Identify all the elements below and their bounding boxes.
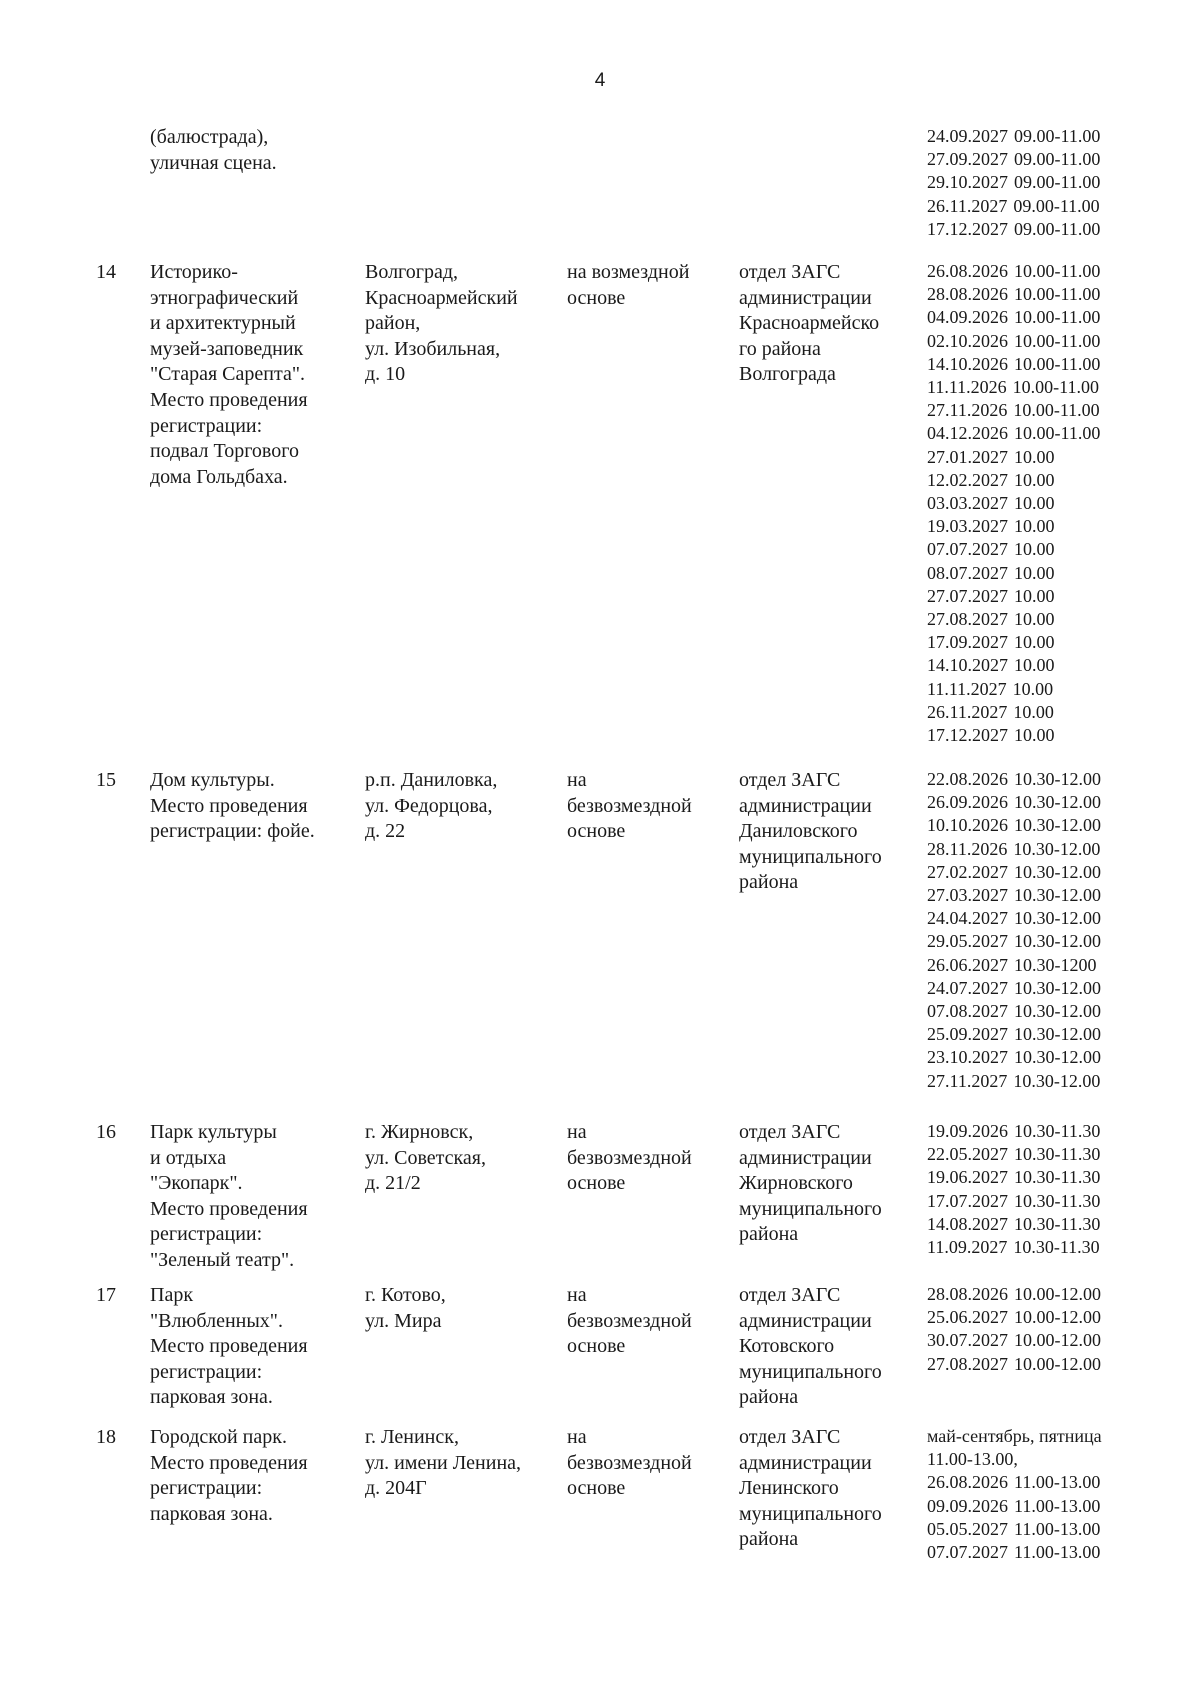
schedule-line: 02.10.2026 10.00-11.00 <box>927 330 1101 351</box>
org-line: Котовского <box>739 1335 835 1358</box>
address-line: г. Жирновск, <box>365 1121 474 1143</box>
org-line: Волгограда <box>739 363 836 386</box>
schedule-line: 27.09.2027 09.00-11.00 <box>927 149 1101 170</box>
place-line: регистрации: <box>150 414 263 437</box>
schedule-line: 30.07.2027 10.00-12.00 <box>927 1330 1101 1351</box>
address-line: ул. Мира <box>365 1309 442 1332</box>
schedule-line: 07.07.2027 11.00-13.00 <box>927 1542 1101 1563</box>
place-line: регистрации: <box>150 1477 263 1500</box>
schedule-line: 26.11.2027 10.00 <box>927 701 1054 722</box>
dates-cell <box>927 1425 1102 1564</box>
dates-cell <box>927 260 1100 747</box>
place-cell <box>150 1283 308 1411</box>
terms-cell <box>567 260 689 311</box>
place-line: Место проведения <box>150 388 308 411</box>
schedule-line: 29.05.2027 10.30-12.00 <box>927 931 1101 952</box>
place-line: "Зеленый театр". <box>150 1248 295 1271</box>
org-line: администрации <box>739 794 872 817</box>
organization-cell <box>739 1120 882 1248</box>
org-line: муниципального <box>739 1197 882 1220</box>
place-line: "Старая Сарепта". <box>150 363 305 386</box>
terms-cell <box>567 1283 692 1360</box>
address-line: д. 10 <box>365 363 406 386</box>
org-line: Красноармейско <box>739 312 880 335</box>
terms-line: на <box>567 1426 587 1448</box>
place-line: дома Гольдбаха. <box>150 465 288 488</box>
org-line: района <box>739 871 799 894</box>
place-line: Место проведения <box>150 1335 308 1358</box>
schedule-line: 04.12.2026 10.00-11.00 <box>927 423 1101 444</box>
address-cell <box>365 1283 446 1334</box>
schedule-line: 24.04.2027 10.30-12.00 <box>927 908 1101 929</box>
org-line: муниципального <box>739 845 882 868</box>
address-cell <box>365 1425 521 1502</box>
schedule-line: 28.08.2026 10.00-11.00 <box>927 284 1101 305</box>
schedule-line: 09.09.2026 11.00-13.00 <box>927 1495 1101 1516</box>
schedule-line: 26.08.2026 11.00-13.00 <box>927 1472 1101 1493</box>
org-line: района <box>739 1223 799 1246</box>
schedule-line: 27.01.2027 10.00 <box>927 446 1055 467</box>
terms-line: безвозмездной <box>567 1451 692 1474</box>
schedule-line: 26.09.2026 10.30-12.00 <box>927 792 1101 813</box>
organization-cell <box>739 1425 882 1553</box>
place-cell <box>150 1120 308 1274</box>
terms-line: основе <box>567 820 626 843</box>
org-line: Ленинского <box>739 1477 839 1500</box>
terms-line: на <box>567 1284 587 1306</box>
schedule-line: 25.06.2027 10.00-12.00 <box>927 1307 1101 1328</box>
address-cell <box>365 768 497 845</box>
place-line: Парк культуры <box>150 1121 277 1143</box>
address-line: ул. Изобильная, <box>365 337 501 360</box>
schedule-line: 22.08.2026 10.30-12.00 <box>927 769 1101 789</box>
schedule-line: 25.09.2027 10.30-12.00 <box>927 1024 1101 1045</box>
row-number: 16 <box>96 1121 116 1143</box>
schedule-line: 28.08.2026 10.00-12.00 <box>927 1284 1101 1304</box>
place-line: "Экопарк". <box>150 1172 243 1195</box>
schedule-line: 26.08.2026 10.00-11.00 <box>927 261 1101 281</box>
address-line: г. Ленинск, <box>365 1426 459 1448</box>
org-line: администрации <box>739 1146 872 1169</box>
terms-line: безвозмездной <box>567 1309 692 1332</box>
schedule-line: 27.11.2027 10.30-12.00 <box>927 1070 1101 1091</box>
org-line: администрации <box>739 1309 872 1332</box>
organization-cell <box>739 1283 882 1411</box>
terms-cell <box>567 768 692 845</box>
schedule-line: 08.07.2027 10.00 <box>927 562 1055 583</box>
address-line: ул. Советская, <box>365 1146 486 1169</box>
terms-line: основе <box>567 286 626 309</box>
schedule-line: 11.11.2026 10.00-11.00 <box>927 377 1099 398</box>
place-line: музей-заповедник <box>150 337 304 360</box>
place-line: Место проведения <box>150 1197 308 1220</box>
schedule-line: 07.07.2027 10.00 <box>927 539 1055 560</box>
schedule-line: 26.11.2027 09.00-11.00 <box>927 195 1100 216</box>
terms-line: на <box>567 1121 587 1143</box>
schedule-line: 23.10.2027 10.30-12.00 <box>927 1047 1101 1068</box>
schedule-line: 14.08.2027 10.30-11.30 <box>927 1213 1101 1234</box>
org-line: отдел ЗАГС <box>739 261 841 283</box>
schedule-line: 03.03.2027 10.00 <box>927 493 1055 514</box>
place-line: подвал Торгового <box>150 440 299 463</box>
address-line: д. 204Г <box>365 1477 427 1500</box>
schedule-line: 11.11.2027 10.00 <box>927 678 1054 699</box>
schedule-line: 14.10.2027 10.00 <box>927 655 1055 676</box>
org-line: района <box>739 1528 799 1551</box>
schedule-line: 17.09.2027 10.00 <box>927 632 1055 653</box>
org-line: муниципального <box>739 1502 882 1525</box>
schedule-line: 24.07.2027 10.30-12.00 <box>927 977 1101 998</box>
schedule-line: 11.09.2027 10.30-11.30 <box>927 1237 1100 1258</box>
schedule-line: 17.12.2027 10.00 <box>927 725 1055 746</box>
terms-line: основе <box>567 1335 626 1358</box>
row-number: 15 <box>96 769 116 791</box>
place-line: этнографический <box>150 286 299 309</box>
organization-cell <box>739 260 879 388</box>
schedule-line: 19.03.2027 10.00 <box>927 516 1055 537</box>
terms-line: на <box>567 769 587 791</box>
row-number: 14 <box>96 261 116 283</box>
place-line: Парк <box>150 1284 194 1306</box>
address-line: ул. Федорцова, <box>365 794 493 817</box>
dates-cell <box>927 768 1101 1093</box>
schedule-line: 27.02.2027 10.30-12.00 <box>927 861 1101 882</box>
row-number: 18 <box>96 1426 116 1448</box>
org-line: муниципального <box>739 1360 882 1383</box>
terms-cell <box>567 1120 692 1197</box>
schedule-line: 04.09.2026 10.00-11.00 <box>927 307 1101 328</box>
place-cell <box>150 768 315 845</box>
place-line: регистрации: <box>150 1360 263 1383</box>
schedule-line: 11.00-13.00, <box>927 1449 1018 1470</box>
schedule-line: 27.08.2027 10.00-12.00 <box>927 1353 1101 1374</box>
schedule-line: 29.10.2027 09.00-11.00 <box>927 172 1101 193</box>
schedule-line: 24.09.2027 09.00-11.00 <box>927 126 1101 146</box>
place-cell <box>150 1425 308 1527</box>
schedule-line: 28.11.2026 10.30-12.00 <box>927 838 1101 859</box>
schedule-line: 19.09.2026 10.30-11.30 <box>927 1121 1101 1141</box>
address-line: р.п. Даниловка, <box>365 769 498 791</box>
org-line: администрации <box>739 286 872 309</box>
org-line: го района <box>739 337 821 360</box>
org-line: администрации <box>739 1451 872 1474</box>
address-line: Волгоград, <box>365 261 459 283</box>
place-line: уличная сцена. <box>150 151 277 174</box>
dates-cell <box>927 125 1100 241</box>
terms-line: безвозмездной <box>567 794 692 817</box>
page-number: 4 <box>594 70 606 91</box>
address-line: д. 22 <box>365 820 406 843</box>
schedule-line: 05.05.2027 11.00-13.00 <box>927 1518 1101 1539</box>
terms-line: безвозмездной <box>567 1146 692 1169</box>
place-line: Место проведения <box>150 794 308 817</box>
place-line: регистрации: фойе. <box>150 820 315 843</box>
address-line: г. Котово, <box>365 1284 446 1306</box>
terms-cell <box>567 1425 692 1502</box>
address-line: д. 21/2 <box>365 1172 421 1195</box>
address-cell <box>365 260 518 388</box>
address-line: Красноармейский <box>365 286 518 309</box>
place-line: парковая зона. <box>150 1386 273 1409</box>
schedule-line: май-сентябрь, пятница <box>927 1426 1102 1446</box>
schedule-line: 12.02.2027 10.00 <box>927 469 1055 490</box>
organization-cell <box>739 768 882 896</box>
place-line: Городской парк. <box>150 1426 287 1448</box>
place-line: Место проведения <box>150 1451 308 1474</box>
dates-cell <box>927 1283 1101 1376</box>
org-line: Жирновского <box>739 1172 853 1195</box>
schedule-line: 26.06.2027 10.30-1200 <box>927 954 1097 975</box>
place-line: парковая зона. <box>150 1502 273 1525</box>
schedule-line: 27.08.2027 10.00 <box>927 609 1055 630</box>
terms-line: на возмездной <box>567 261 690 283</box>
org-line: района <box>739 1386 799 1409</box>
terms-line: основе <box>567 1477 626 1500</box>
dates-cell <box>927 1120 1100 1259</box>
schedule-line: 27.07.2027 10.00 <box>927 585 1055 606</box>
schedule-line: 14.10.2026 10.00-11.00 <box>927 353 1101 374</box>
schedule-line: 27.11.2026 10.00-11.00 <box>927 400 1100 421</box>
address-cell <box>365 1120 486 1197</box>
schedule-line: 10.10.2026 10.30-12.00 <box>927 815 1101 836</box>
org-line: отдел ЗАГС <box>739 1284 841 1306</box>
place-cell <box>150 125 277 176</box>
place-line: регистрации: <box>150 1223 263 1246</box>
org-line: отдел ЗАГС <box>739 769 841 791</box>
terms-line: основе <box>567 1172 626 1195</box>
org-line: отдел ЗАГС <box>739 1121 841 1143</box>
schedule-line: 27.03.2027 10.30-12.00 <box>927 885 1101 906</box>
schedule-line: 22.05.2027 10.30-11.30 <box>927 1144 1101 1165</box>
place-line: и архитектурный <box>150 312 296 335</box>
schedule-line: 19.06.2027 10.30-11.30 <box>927 1167 1101 1188</box>
address-line: ул. имени Ленина, <box>365 1451 522 1474</box>
place-line: Историко- <box>150 261 238 283</box>
schedule-line: 17.12.2027 09.00-11.00 <box>927 218 1101 239</box>
schedule-line: 17.07.2027 10.30-11.30 <box>927 1190 1101 1211</box>
place-line: "Влюбленных". <box>150 1309 283 1332</box>
place-line: (балюстрада), <box>150 126 269 148</box>
org-line: Даниловского <box>739 820 858 843</box>
address-line: район, <box>365 312 421 335</box>
org-line: отдел ЗАГС <box>739 1426 841 1448</box>
row-number: 17 <box>96 1284 116 1306</box>
place-line: и отдыха <box>150 1146 227 1169</box>
place-cell <box>150 260 308 490</box>
schedule-line: 07.08.2027 10.30-12.00 <box>927 1001 1101 1022</box>
place-line: Дом культуры. <box>150 769 275 791</box>
